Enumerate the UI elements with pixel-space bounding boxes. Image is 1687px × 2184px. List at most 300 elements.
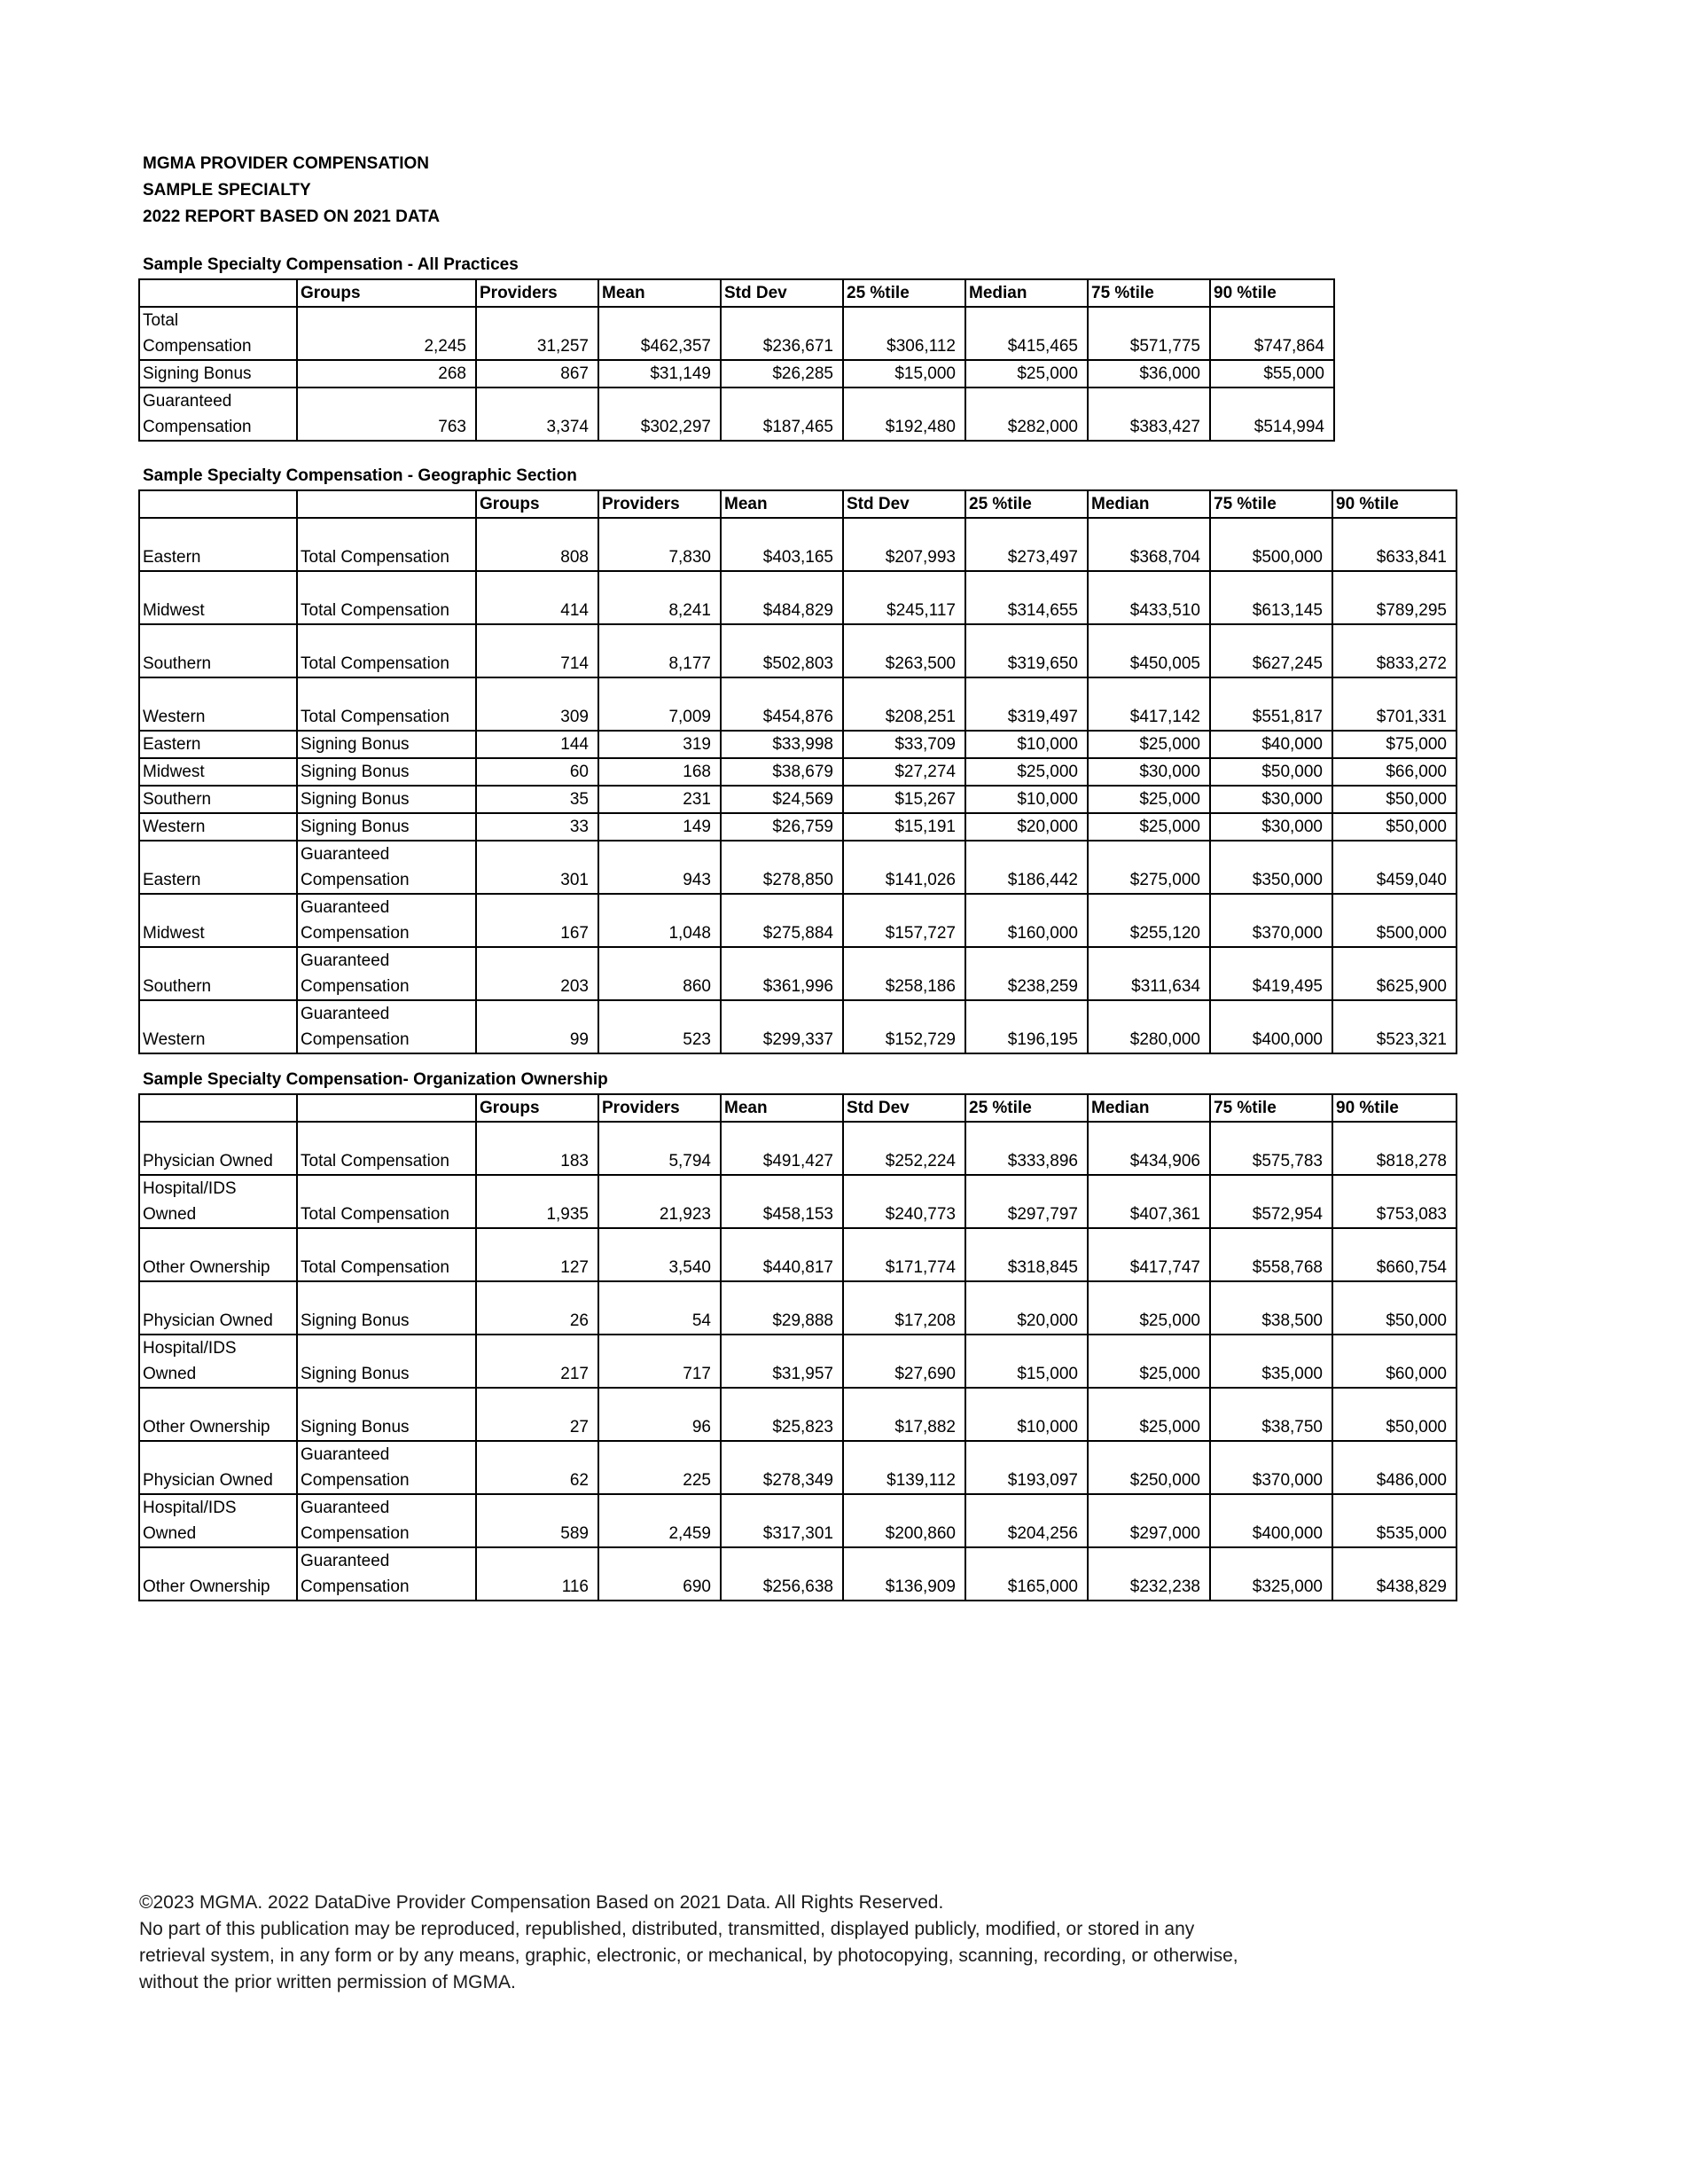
cell: $403,165	[721, 518, 843, 571]
region-cell: Southern	[139, 947, 297, 1000]
cell: $297,000	[1088, 1494, 1210, 1547]
cell: 2,245	[297, 307, 476, 360]
cell: 31,257	[476, 307, 598, 360]
compensation-type-cell: Total Compensation	[297, 571, 476, 624]
cell: $10,000	[965, 731, 1088, 758]
table-row	[139, 1281, 1457, 1335]
cell: $38,750	[1210, 1388, 1332, 1441]
compensation-type-cell: Signing Bonus	[297, 1335, 476, 1388]
cell: $240,773	[843, 1175, 965, 1228]
cell: $27,274	[843, 758, 965, 786]
cell: 217	[476, 1335, 598, 1388]
region-cell: Eastern	[139, 518, 297, 571]
cell: $20,000	[965, 1281, 1088, 1335]
table-row	[139, 731, 1457, 758]
ownership-cell: Other Ownership	[139, 1228, 297, 1281]
compensation-type-cell: Total Compensation	[297, 677, 476, 731]
compensation-type-cell: Signing Bonus	[297, 1388, 476, 1441]
compensation-type-cell: Guaranteed Compensation	[297, 1000, 476, 1053]
cell: $27,690	[843, 1335, 965, 1388]
column-header: Providers	[598, 490, 721, 518]
compensation-type-cell: Guaranteed Compensation	[297, 947, 476, 1000]
cell: $789,295	[1332, 571, 1457, 624]
table-header-row	[139, 490, 1457, 518]
cell: $10,000	[965, 786, 1088, 813]
cell: $20,000	[965, 813, 1088, 841]
cell: $613,145	[1210, 571, 1332, 624]
column-header: 25 %tile	[965, 490, 1088, 518]
compensation-type-cell: Signing Bonus	[297, 813, 476, 841]
cell: $38,679	[721, 758, 843, 786]
compensation-type-cell: Signing Bonus	[297, 758, 476, 786]
compensation-type-cell: Guaranteed Compensation	[297, 1547, 476, 1601]
cell: $462,357	[598, 307, 721, 360]
cell: $187,465	[721, 387, 843, 441]
region-cell: Midwest	[139, 571, 297, 624]
cell: $186,442	[965, 841, 1088, 894]
region-cell: Western	[139, 677, 297, 731]
ownership-table	[138, 1093, 1457, 1601]
cell: 1,048	[598, 894, 721, 947]
cell: $26,759	[721, 813, 843, 841]
cell: $325,000	[1210, 1547, 1332, 1601]
cell: $459,040	[1332, 841, 1457, 894]
compensation-type-cell: Guaranteed Compensation	[297, 1441, 476, 1494]
cell: $660,754	[1332, 1228, 1457, 1281]
cell: 2,459	[598, 1494, 721, 1547]
cell: $35,000	[1210, 1335, 1332, 1388]
cell: 8,177	[598, 624, 721, 677]
cell: $50,000	[1332, 1388, 1457, 1441]
cell: $500,000	[1210, 518, 1332, 571]
cell: 714	[476, 624, 598, 677]
cell: 225	[598, 1441, 721, 1494]
cell: $500,000	[1332, 894, 1457, 947]
table-header-row	[139, 279, 1334, 307]
cell: $317,301	[721, 1494, 843, 1547]
column-header: Std Dev	[843, 490, 965, 518]
cell: 3,374	[476, 387, 598, 441]
cell: $370,000	[1210, 1441, 1332, 1494]
cell: $311,634	[1088, 947, 1210, 1000]
cell: $400,000	[1210, 1494, 1332, 1547]
copyright-notice: No part of this publication may be reproduced, republished, distributed, transmitted, displayed publicly, modified, or stored in any	[139, 1919, 1195, 1939]
table-row	[139, 1335, 1457, 1388]
region-cell: Eastern	[139, 841, 297, 894]
copyright-notice: without the prior written permission of MGMA.	[139, 1972, 516, 1992]
cell: $15,191	[843, 813, 965, 841]
cell: 54	[598, 1281, 721, 1335]
cell: $33,709	[843, 731, 965, 758]
cell: $50,000	[1210, 758, 1332, 786]
cell: $523,321	[1332, 1000, 1457, 1053]
cell: $368,704	[1088, 518, 1210, 571]
cell: $400,000	[1210, 1000, 1332, 1053]
report-specialty: SAMPLE SPECIALTY	[143, 181, 311, 200]
cell: $747,864	[1210, 307, 1334, 360]
report-year: 2022 REPORT BASED ON 2021 DATA	[143, 207, 441, 226]
column-header: 90 %tile	[1332, 490, 1457, 518]
cell: 690	[598, 1547, 721, 1601]
column-header: 90 %tile	[1210, 279, 1334, 307]
cell: $25,000	[965, 758, 1088, 786]
cell: $200,860	[843, 1494, 965, 1547]
table-row	[139, 1000, 1457, 1053]
cell: $25,000	[965, 360, 1088, 387]
compensation-type-cell: Guaranteed Compensation	[297, 1494, 476, 1547]
geographic-title: Sample Specialty Compensation - Geographic Section	[143, 466, 577, 485]
column-header: Median	[965, 279, 1088, 307]
cell: $252,224	[843, 1122, 965, 1175]
cell: $361,996	[721, 947, 843, 1000]
ownership-title: Sample Specialty Compensation- Organization Ownership	[143, 1070, 608, 1089]
cell: $15,000	[965, 1335, 1088, 1388]
cell: $302,297	[598, 387, 721, 441]
column-header: Median	[1088, 1094, 1210, 1122]
compensation-type-cell: Guaranteed Compensation	[297, 841, 476, 894]
compensation-type-cell: Signing Bonus	[297, 1281, 476, 1335]
ownership-cell: Hospital/IDS Owned	[139, 1335, 297, 1388]
cell: $55,000	[1210, 360, 1334, 387]
cell: $575,783	[1210, 1122, 1332, 1175]
column-header-type	[297, 490, 476, 518]
cell: 523	[598, 1000, 721, 1053]
all-practices-title: Sample Specialty Compensation - All Practices	[143, 255, 519, 274]
column-header: 75 %tile	[1210, 490, 1332, 518]
cell: $152,729	[843, 1000, 965, 1053]
cell: $833,272	[1332, 624, 1457, 677]
compensation-type-cell: Total Compensation	[297, 1228, 476, 1281]
table-row	[139, 1494, 1457, 1547]
cell: $30,000	[1210, 786, 1332, 813]
cell: $31,957	[721, 1335, 843, 1388]
cell: 319	[598, 731, 721, 758]
cell: $627,245	[1210, 624, 1332, 677]
cell: $25,000	[1088, 1281, 1210, 1335]
cell: $40,000	[1210, 731, 1332, 758]
cell: 35	[476, 786, 598, 813]
table-row	[139, 1547, 1457, 1601]
cell: 33	[476, 813, 598, 841]
cell: $136,909	[843, 1547, 965, 1601]
cell: $450,005	[1088, 624, 1210, 677]
cell: 589	[476, 1494, 598, 1547]
cell: 127	[476, 1228, 598, 1281]
cell: $572,954	[1210, 1175, 1332, 1228]
table-row	[139, 1175, 1457, 1228]
cell: $30,000	[1088, 758, 1210, 786]
cell: $458,153	[721, 1175, 843, 1228]
cell: $141,026	[843, 841, 965, 894]
cell: $15,267	[843, 786, 965, 813]
table-row	[139, 841, 1457, 894]
cell: $31,149	[598, 360, 721, 387]
cell: 717	[598, 1335, 721, 1388]
cell: $238,259	[965, 947, 1088, 1000]
ownership-cell: Hospital/IDS Owned	[139, 1175, 297, 1228]
column-header-type	[297, 1094, 476, 1122]
ownership-cell: Physician Owned	[139, 1122, 297, 1175]
copyright-line: ©2023 MGMA. 2022 DataDive Provider Compensation Based on 2021 Data. All Rights Reserved.	[139, 1892, 944, 1913]
column-header: Mean	[598, 279, 721, 307]
table-row	[139, 813, 1457, 841]
cell: $419,495	[1210, 947, 1332, 1000]
cell: 763	[297, 387, 476, 441]
cell: $193,097	[965, 1441, 1088, 1494]
compensation-type-cell: Total Compensation	[297, 1175, 476, 1228]
compensation-type-cell: Total Compensation	[297, 624, 476, 677]
cell: 231	[598, 786, 721, 813]
cell: $17,882	[843, 1388, 965, 1441]
table-row	[139, 894, 1457, 947]
cell: 62	[476, 1441, 598, 1494]
cell: $625,900	[1332, 947, 1457, 1000]
cell: $196,195	[965, 1000, 1088, 1053]
cell: 203	[476, 947, 598, 1000]
column-header: Median	[1088, 490, 1210, 518]
ownership-cell: Other Ownership	[139, 1547, 297, 1601]
cell: $333,896	[965, 1122, 1088, 1175]
cell: 99	[476, 1000, 598, 1053]
table-row	[139, 1388, 1457, 1441]
column-header: 25 %tile	[965, 1094, 1088, 1122]
cell: 7,009	[598, 677, 721, 731]
cell: $417,142	[1088, 677, 1210, 731]
cell: 183	[476, 1122, 598, 1175]
cell: $417,747	[1088, 1228, 1210, 1281]
table-row	[139, 786, 1457, 813]
cell: $275,000	[1088, 841, 1210, 894]
geographic-table	[138, 489, 1457, 1054]
cell: 301	[476, 841, 598, 894]
cell: $280,000	[1088, 1000, 1210, 1053]
cell: 149	[598, 813, 721, 841]
cell: 5,794	[598, 1122, 721, 1175]
cell: $383,427	[1088, 387, 1210, 441]
cell: $558,768	[1210, 1228, 1332, 1281]
cell: $60,000	[1332, 1335, 1457, 1388]
cell: 60	[476, 758, 598, 786]
cell: $571,775	[1088, 307, 1210, 360]
region-cell: Western	[139, 813, 297, 841]
region-cell: Midwest	[139, 758, 297, 786]
cell: $232,238	[1088, 1547, 1210, 1601]
cell: $314,655	[965, 571, 1088, 624]
cell: $208,251	[843, 677, 965, 731]
ownership-cell: Physician Owned	[139, 1441, 297, 1494]
cell: $236,671	[721, 307, 843, 360]
row-label: Total Compensation	[139, 307, 297, 360]
cell: $407,361	[1088, 1175, 1210, 1228]
cell: $50,000	[1332, 1281, 1457, 1335]
cell: 268	[297, 360, 476, 387]
column-header: 75 %tile	[1210, 1094, 1332, 1122]
column-header: Mean	[721, 1094, 843, 1122]
cell: $171,774	[843, 1228, 965, 1281]
report-header	[143, 151, 440, 231]
column-header: Providers	[598, 1094, 721, 1122]
cell: $486,000	[1332, 1441, 1457, 1494]
cell: $245,117	[843, 571, 965, 624]
column-header: 75 %tile	[1088, 279, 1210, 307]
table-row	[139, 1441, 1457, 1494]
cell: $38,500	[1210, 1281, 1332, 1335]
cell: $701,331	[1332, 677, 1457, 731]
cell: $250,000	[1088, 1441, 1210, 1494]
ownership-cell: Hospital/IDS Owned	[139, 1494, 297, 1547]
table-row	[139, 624, 1457, 677]
table-row	[139, 677, 1457, 731]
table-row	[139, 758, 1457, 786]
column-header: Groups	[476, 490, 598, 518]
cell: $204,256	[965, 1494, 1088, 1547]
table-header-row	[139, 1094, 1457, 1122]
cell: $256,638	[721, 1547, 843, 1601]
ownership-cell: Physician Owned	[139, 1281, 297, 1335]
table-row	[139, 360, 1334, 387]
cell: $258,186	[843, 947, 965, 1000]
cell: $370,000	[1210, 894, 1332, 947]
region-cell: Eastern	[139, 731, 297, 758]
cell: $551,817	[1210, 677, 1332, 731]
cell: 144	[476, 731, 598, 758]
region-cell: Southern	[139, 786, 297, 813]
table-row	[139, 1228, 1457, 1281]
table-row	[139, 947, 1457, 1000]
cell: $25,823	[721, 1388, 843, 1441]
cell: $753,083	[1332, 1175, 1457, 1228]
cell: $297,797	[965, 1175, 1088, 1228]
cell: $319,650	[965, 624, 1088, 677]
row-label: Guaranteed Compensation	[139, 387, 297, 441]
column-header: Std Dev	[721, 279, 843, 307]
cell: $434,906	[1088, 1122, 1210, 1175]
cell: 860	[598, 947, 721, 1000]
compensation-type-cell: Total Compensation	[297, 518, 476, 571]
cell: $10,000	[965, 1388, 1088, 1441]
cell: $535,000	[1332, 1494, 1457, 1547]
cell: $350,000	[1210, 841, 1332, 894]
cell: $24,569	[721, 786, 843, 813]
cell: $633,841	[1332, 518, 1457, 571]
report-title: MGMA PROVIDER COMPENSATION	[143, 154, 430, 173]
cell: 7,830	[598, 518, 721, 571]
cell: 167	[476, 894, 598, 947]
cell: $415,465	[965, 307, 1088, 360]
cell: $438,829	[1332, 1547, 1457, 1601]
cell: 21,923	[598, 1175, 721, 1228]
column-header: 90 %tile	[1332, 1094, 1457, 1122]
cell: $278,349	[721, 1441, 843, 1494]
cell: $207,993	[843, 518, 965, 571]
cell: $165,000	[965, 1547, 1088, 1601]
cell: $26,285	[721, 360, 843, 387]
cell: $255,120	[1088, 894, 1210, 947]
column-header-owner	[139, 1094, 297, 1122]
cell: 808	[476, 518, 598, 571]
cell: 27	[476, 1388, 598, 1441]
cell: $484,829	[721, 571, 843, 624]
cell: $440,817	[721, 1228, 843, 1281]
cell: $319,497	[965, 677, 1088, 731]
cell: $278,850	[721, 841, 843, 894]
row-label: Signing Bonus	[139, 360, 297, 387]
cell: $433,510	[1088, 571, 1210, 624]
table-row	[139, 1122, 1457, 1175]
cell: $139,112	[843, 1441, 965, 1494]
cell: $50,000	[1332, 813, 1457, 841]
table-row	[139, 387, 1334, 441]
cell: $491,427	[721, 1122, 843, 1175]
cell: $36,000	[1088, 360, 1210, 387]
column-header: Groups	[476, 1094, 598, 1122]
cell: $263,500	[843, 624, 965, 677]
cell: $25,000	[1088, 731, 1210, 758]
compensation-type-cell: Signing Bonus	[297, 786, 476, 813]
cell: 867	[476, 360, 598, 387]
cell: $818,278	[1332, 1122, 1457, 1175]
cell: $15,000	[843, 360, 965, 387]
cell: $514,994	[1210, 387, 1334, 441]
cell: 1,935	[476, 1175, 598, 1228]
cell: 116	[476, 1547, 598, 1601]
column-header: Groups	[297, 279, 476, 307]
cell: 943	[598, 841, 721, 894]
column-header-region	[139, 490, 297, 518]
region-cell: Western	[139, 1000, 297, 1053]
compensation-type-cell: Total Compensation	[297, 1122, 476, 1175]
cell: $318,845	[965, 1228, 1088, 1281]
cell: 309	[476, 677, 598, 731]
cell: 3,540	[598, 1228, 721, 1281]
region-cell: Midwest	[139, 894, 297, 947]
cell: $454,876	[721, 677, 843, 731]
cell: 168	[598, 758, 721, 786]
cell: $502,803	[721, 624, 843, 677]
cell: $17,208	[843, 1281, 965, 1335]
column-header: Mean	[721, 490, 843, 518]
all-practices-table	[138, 278, 1335, 442]
cell: 8,241	[598, 571, 721, 624]
cell: $25,000	[1088, 813, 1210, 841]
cell: $192,480	[843, 387, 965, 441]
cell: $50,000	[1332, 786, 1457, 813]
cell: $299,337	[721, 1000, 843, 1053]
compensation-type-cell: Signing Bonus	[297, 731, 476, 758]
cell: $25,000	[1088, 1388, 1210, 1441]
cell: 96	[598, 1388, 721, 1441]
region-cell: Southern	[139, 624, 297, 677]
column-header-label	[139, 279, 297, 307]
cell: $30,000	[1210, 813, 1332, 841]
cell: 414	[476, 571, 598, 624]
column-header: Providers	[476, 279, 598, 307]
copyright-footer	[139, 1890, 1238, 1996]
cell: $275,884	[721, 894, 843, 947]
cell: $282,000	[965, 387, 1088, 441]
cell: 26	[476, 1281, 598, 1335]
table-row	[139, 571, 1457, 624]
cell: $33,998	[721, 731, 843, 758]
compensation-type-cell: Guaranteed Compensation	[297, 894, 476, 947]
column-header: Std Dev	[843, 1094, 965, 1122]
table-row	[139, 518, 1457, 571]
copyright-notice: retrieval system, in any form or by any means, graphic, electronic, or mechanical, by photocopying, scanning, recording, or otherwise,	[139, 1945, 1238, 1966]
ownership-cell: Other Ownership	[139, 1388, 297, 1441]
cell: $25,000	[1088, 1335, 1210, 1388]
cell: $160,000	[965, 894, 1088, 947]
table-row	[139, 307, 1334, 360]
